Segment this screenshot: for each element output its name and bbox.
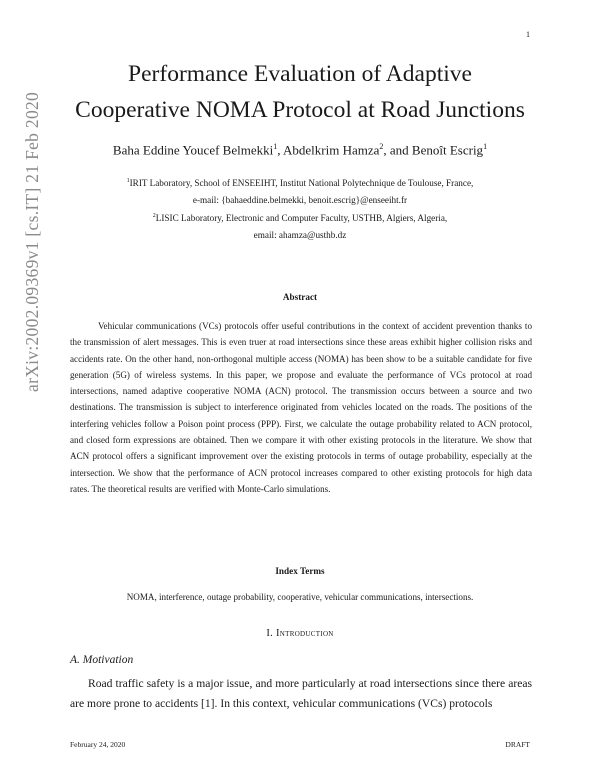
footer-date: February 24, 2020 bbox=[70, 740, 126, 749]
author-2-affil: 2 bbox=[379, 142, 384, 151]
intro-paragraph: Road traffic safety is a major issue, and more particularly at road intersections since there areas are more prone to accidents [1]. In this context, vehicular communications (VCs) protocols bbox=[70, 677, 532, 710]
affiliation-1 bbox=[60, 173, 540, 192]
subsection-heading: A. Motivation bbox=[70, 654, 134, 666]
abstract-heading: Abstract bbox=[282, 292, 318, 302]
abstract-text: Vehicular communications (VCs) protocols offer useful contributions in the context of accident prevention thanks to the transmission of alert messages. This is even truer at road intersections since these areas exhibit higher collision risks and accidents rate. On the other hand, non-orthogonal multiple access (NOMA) has been show to be a suitable candidate for five generation (5G) of wireless systems. In this paper, we propose and evaluate the performance of VCs protocol at road intersections, named adaptive cooperative NOMA (ACN) protocol. The transmission occurs between a source and two destinations. The transmission is subject to interference originated from vehicles located on the roads. The positions of the interfering vehicles follow a Poison point process (PPP). First, we calculate the outage probability related to ACN protocol, and closed form expressions are obtained. Then we compare it with other existing protocols in the literature. We show that ACN protocol offers a significant improvement over the existing protocols in terms of outage probability, especially at the intersection. We show that the performance of ACN protocol increases compared to other existing protocols for high data rates. The theoretical results are verified with Monte-Carlo simulations. bbox=[70, 321, 532, 494]
affiliations bbox=[60, 173, 540, 243]
affiliation-1-email: e-mail: {bahaeddine.belmekki, benoit.escrig}@enseeiht.fr bbox=[192, 194, 408, 205]
arxiv-watermark: arXiv:2002.09369v1 [cs.IT] 21 Feb 2020 bbox=[22, 91, 42, 392]
author-1-affil: 1 bbox=[273, 142, 278, 151]
author-2: , Abdelkrim Hamza bbox=[277, 142, 380, 158]
author-1: Baha Eddine Youcef Belmekki bbox=[112, 142, 274, 158]
author-3: , and Benoît Escrig bbox=[383, 142, 484, 158]
affiliation-2-text: LISIC Laboratory, Electronic and Computer Faculty, USTHB, Algiers, Algeria, bbox=[155, 213, 448, 224]
paper-title bbox=[60, 56, 540, 128]
title-line-1: Performance Evaluation of Adaptive bbox=[128, 61, 472, 87]
index-terms-heading: Index Terms bbox=[275, 566, 325, 576]
page-number: 1 bbox=[526, 30, 530, 39]
section-heading bbox=[60, 628, 540, 639]
footer-draft: DRAFT bbox=[505, 740, 530, 749]
author-3-affil: 1 bbox=[483, 142, 488, 151]
affiliation-2 bbox=[60, 208, 540, 227]
affiliation-2-email: email: ahamza@usthb.dz bbox=[253, 229, 347, 240]
index-terms-text: NOMA, interference, outage probability, cooperative, vehicular communications, intersections. bbox=[126, 592, 474, 602]
title-line-2: Cooperative NOMA Protocol at Road Junctions bbox=[75, 97, 525, 123]
section-title: Introduction bbox=[276, 628, 334, 639]
affiliation-1-marker: 1 bbox=[126, 178, 130, 184]
affiliation-1-text: IRIT Laboratory, School of ENSEEIHT, Institut National Polytechnique de Toulouse, France, bbox=[129, 178, 474, 189]
section-number: I. bbox=[266, 628, 276, 639]
author-list bbox=[60, 142, 540, 158]
affiliation-2-marker: 2 bbox=[152, 213, 156, 220]
